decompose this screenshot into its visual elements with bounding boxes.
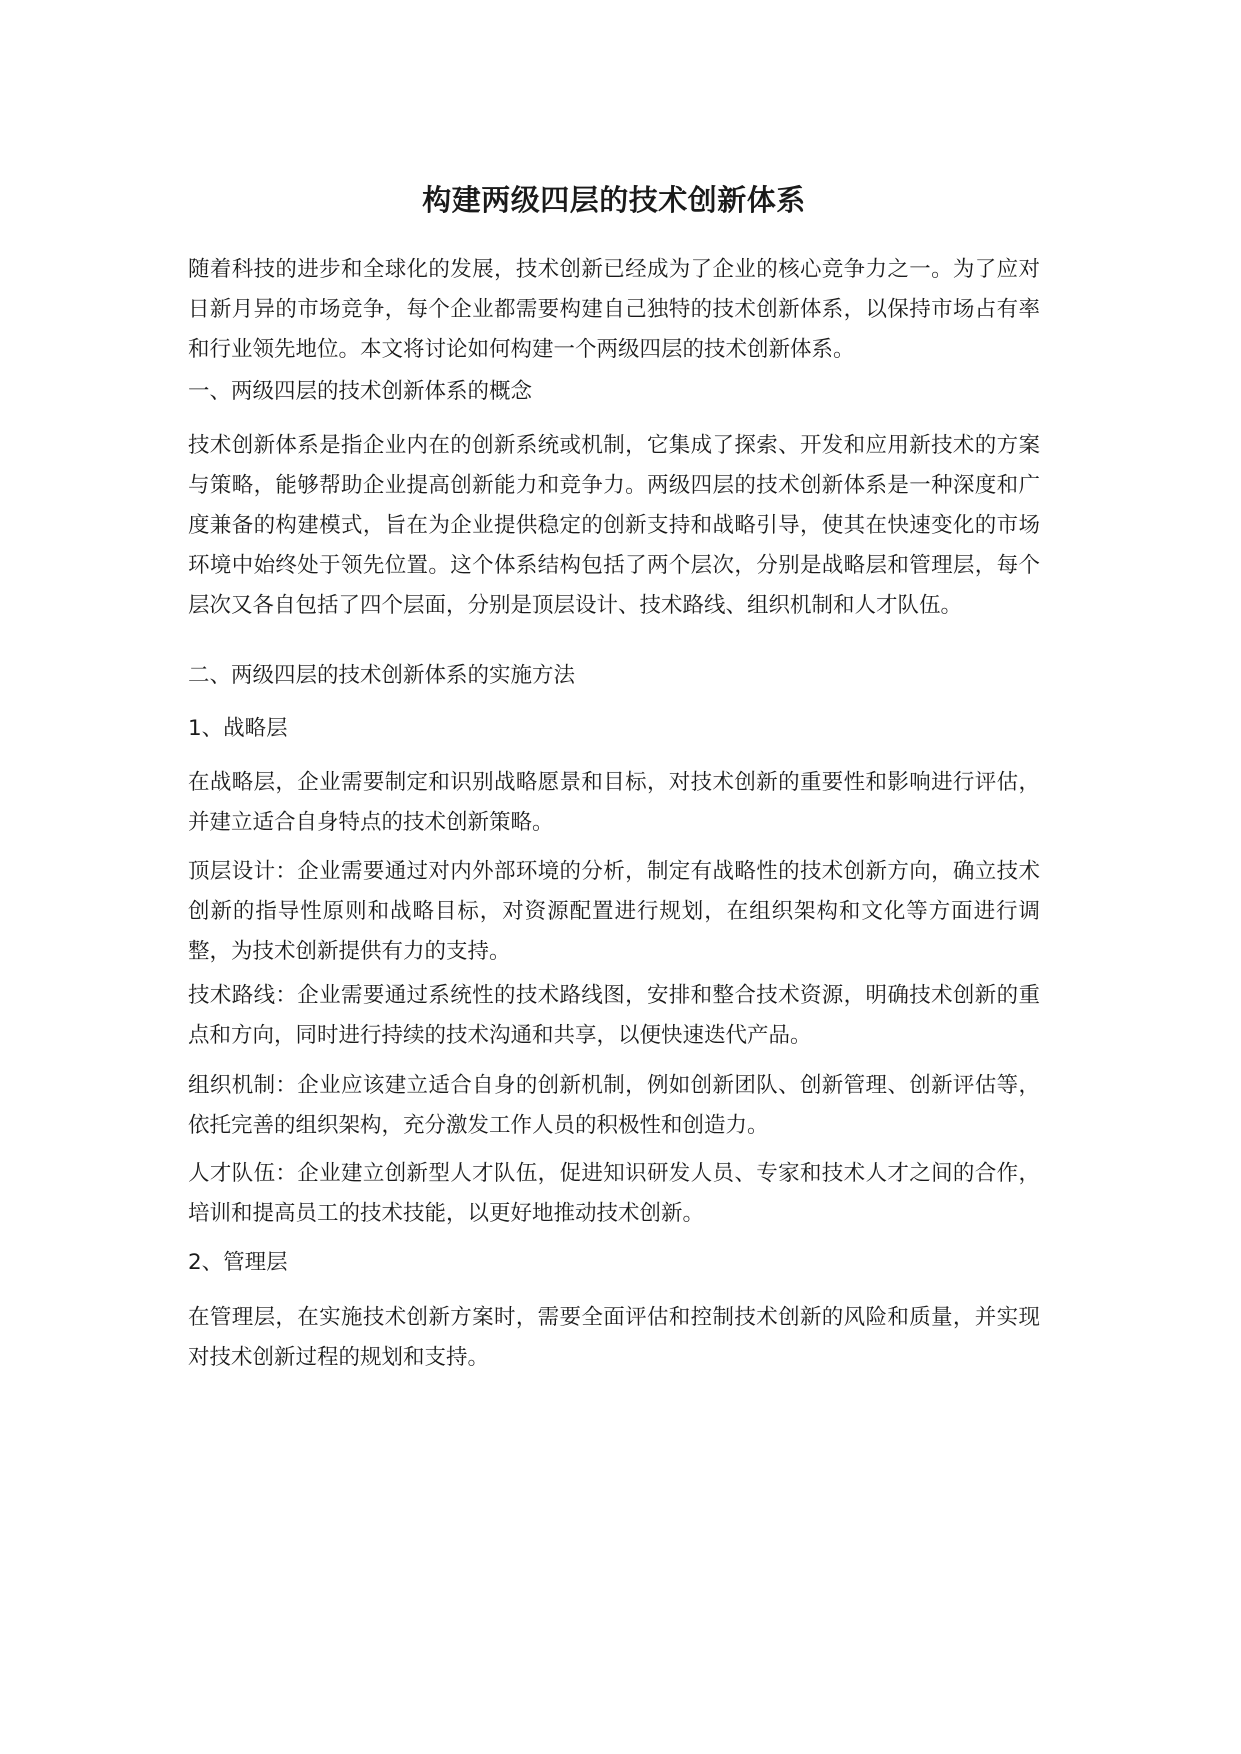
document-title: 构建两级四层的技术创新体系 [422,183,806,217]
intro-paragraph: 随着科技的进步和全球化的发展，技术创新已经成为了企业的核心竞争力之一。为了应对日新月异的市场竞争，每个企业都需要构建自己独特的技术创新体系，以保持市场占有率和行业领先地位。本文将讨论如何构建一个两级四层的技术创新体系。 [188,257,1040,362]
subheading-strategy-layer: 1、战略层 [188,716,288,741]
technology-roadmap-paragraph: 技术路线：企业需要通过系统性的技术路线图，安排和整合技术资源，明确技术创新的重点和方向，同时进行持续的技术沟通和共享，以便快速迭代产品。 [188,983,1040,1048]
subheading-management-layer: 2、管理层 [188,1250,288,1275]
organization-mechanism-paragraph: 组织机制：企业应该建立适合自身的创新机制，例如创新团队、创新管理、创新评估等，依托完善的组织架构，充分激发工作人员的积极性和创造力。 [188,1073,1040,1138]
strategy-layer-paragraph: 在战略层，企业需要制定和识别战略愿景和目标，对技术创新的重要性和影响进行评估，并建立适合自身特点的技术创新策略。 [188,770,1040,835]
top-level-design-paragraph: 顶层设计：企业需要通过对内外部环境的分析，制定有战略性的技术创新方向，确立技术创新的指导性原则和战略目标，对资源配置进行规划，在组织架构和文化等方面进行调整，为技术创新提供有力的支持。 [188,859,1040,964]
talent-team-paragraph: 人才队伍：企业建立创新型人才队伍，促进知识研发人员、专家和技术人才之间的合作，培训和提高员工的技术技能，以更好地推动技术创新。 [188,1161,1040,1226]
management-layer-paragraph: 在管理层，在实施技术创新方案时，需要全面评估和控制技术创新的风险和质量，并实现对技术创新过程的规划和支持。 [188,1305,1040,1370]
section-heading-concept: 一、两级四层的技术创新体系的概念 [188,379,533,404]
concept-paragraph: 技术创新体系是指企业内在的创新系统或机制，它集成了探索、开发和应用新技术的方案与策略，能够帮助企业提高创新能力和竞争力。两级四层的技术创新体系是一种深度和广度兼备的构建模式，旨在为企业提供稳定的创新支持和战略引导，使其在快速变化的市场环境中始终处于领先位置。这个体系结构包括了两个层次，分别是战略层和管理层，每个层次又各自包括了四个层面，分别是顶层设计、技术路线、组织机制和人才队伍。 [188,433,1040,618]
section-heading-methods: 二、两级四层的技术创新体系的实施方法 [188,663,576,688]
